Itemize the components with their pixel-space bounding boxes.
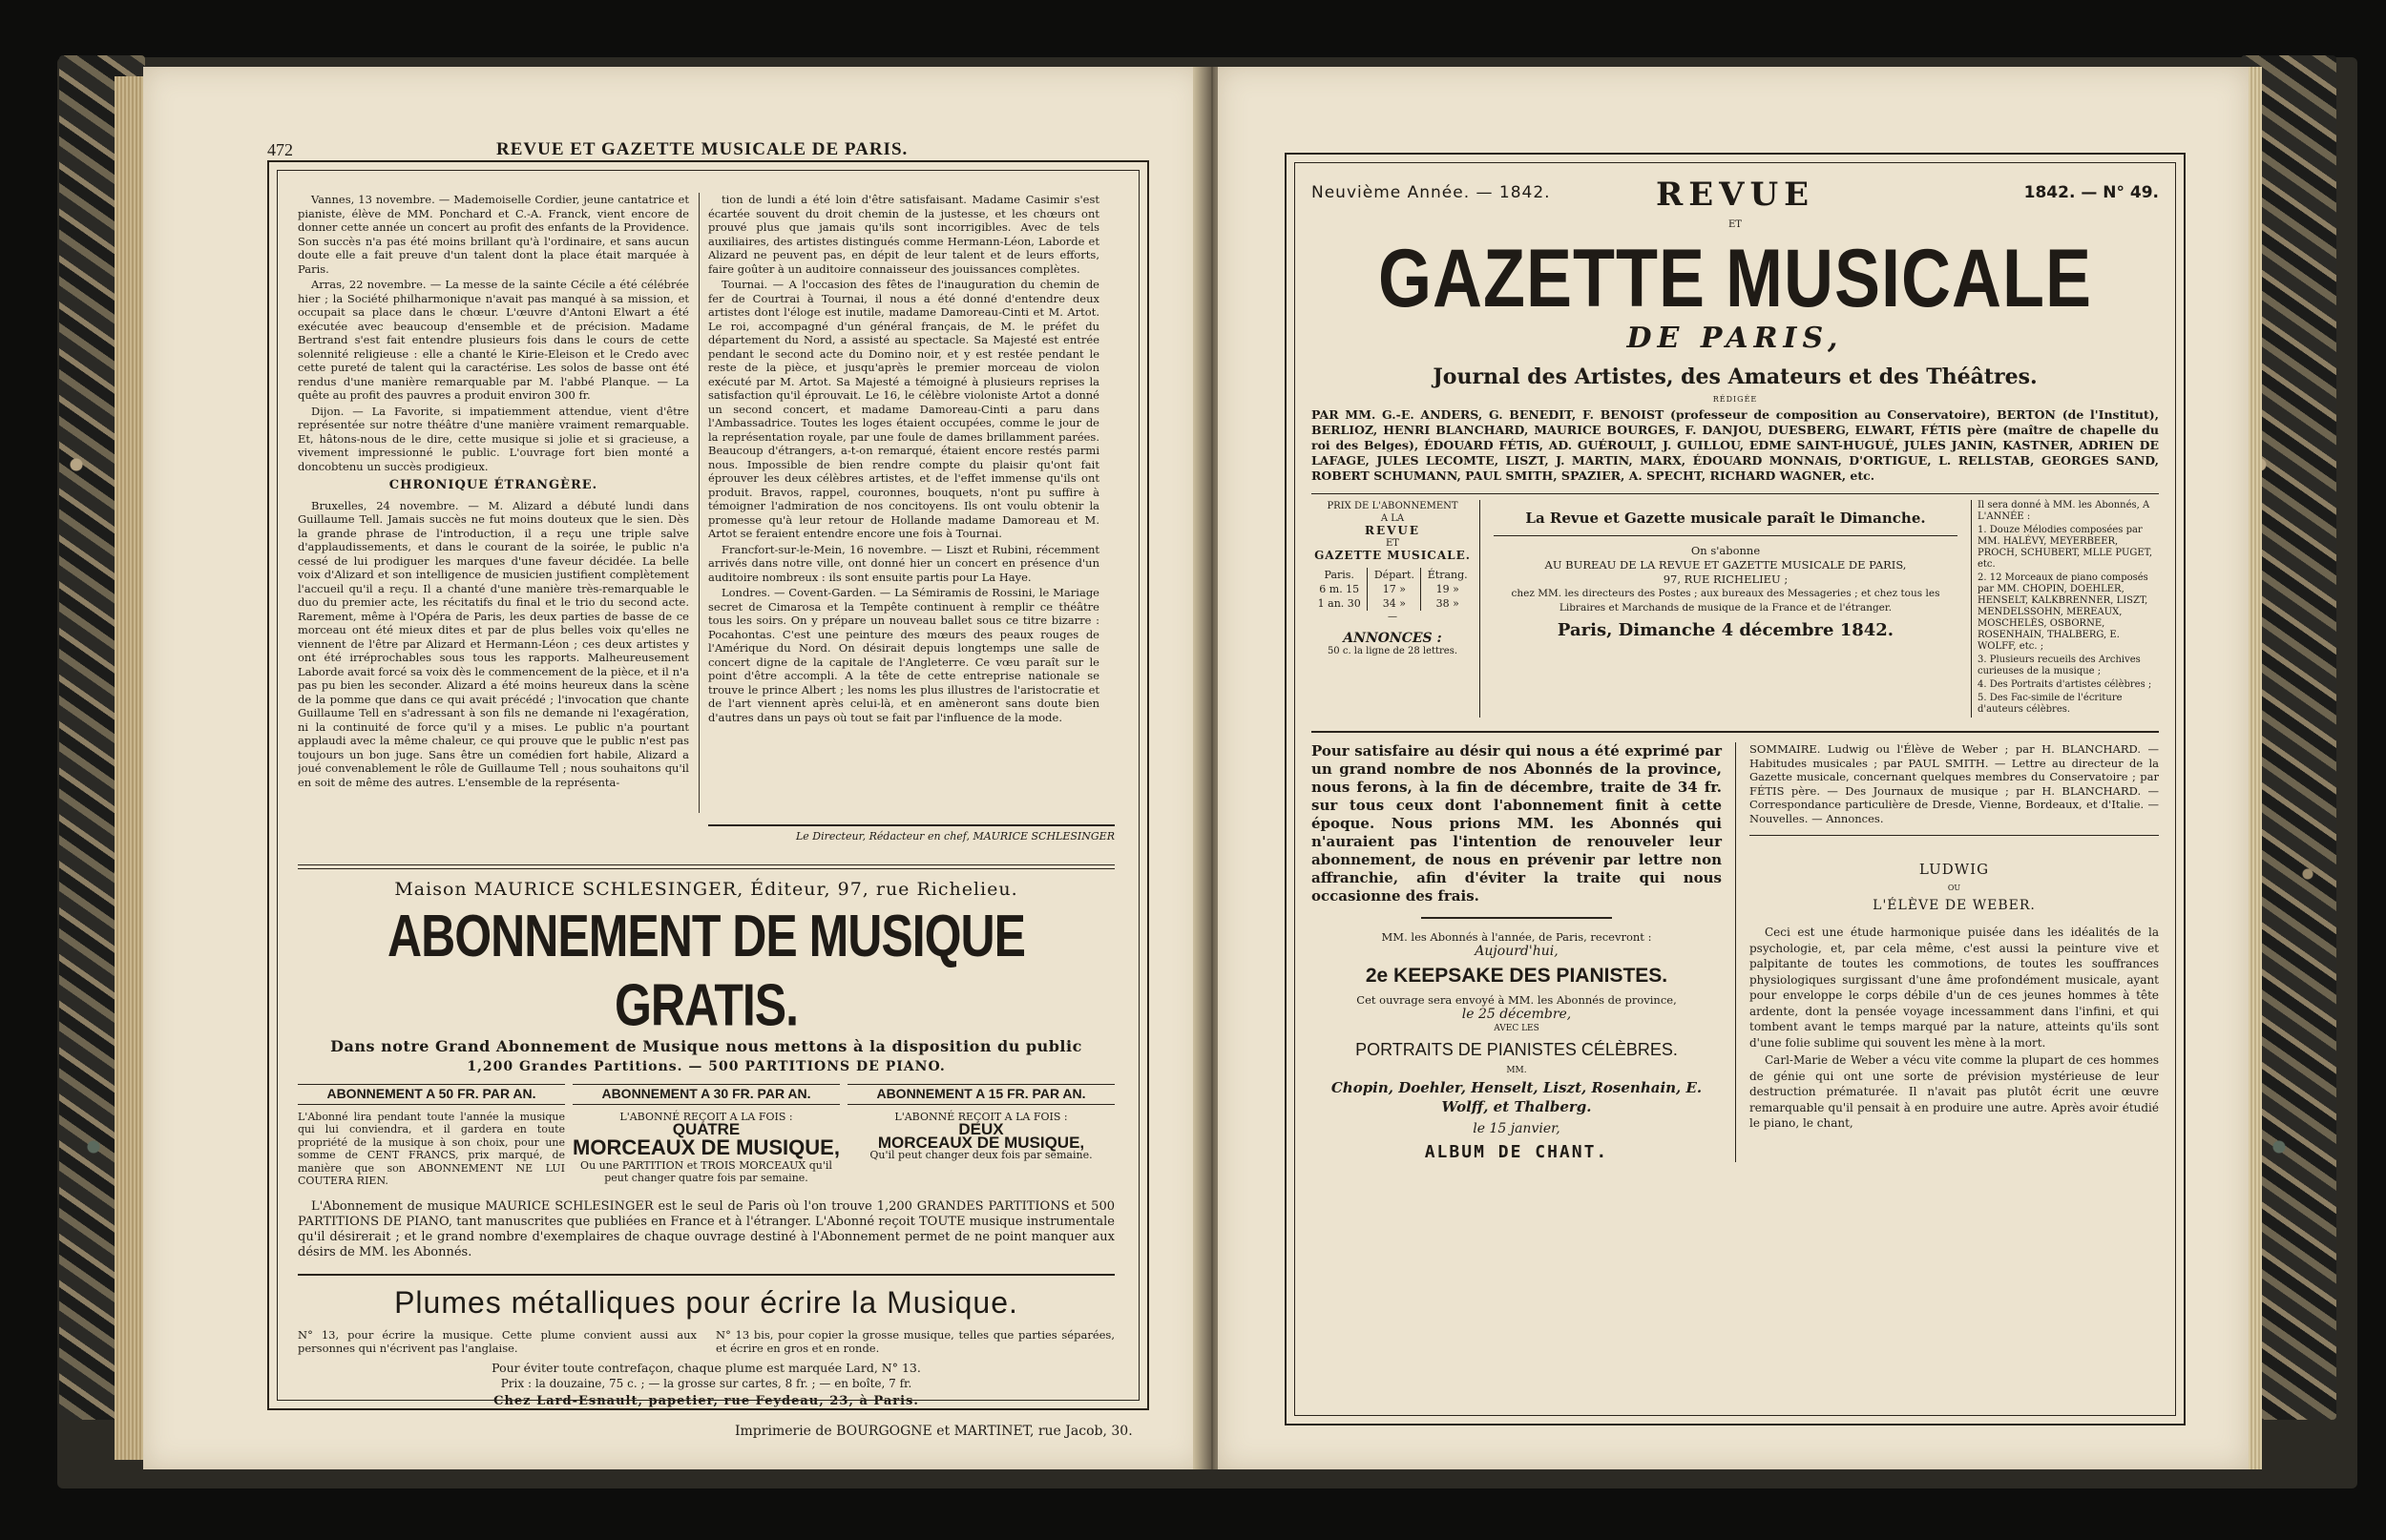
news-item: Londres. — Covent-Garden. — La Sémiramis de Rossini, le Mariage secret de Cimarosa et la Tempête continuent à remplir ce théâtre tous les soirs. On y prépare un nouveau ballet sous ce titre bizarre : Pocahontas. C'est une peinture des mœurs des peaux rouges de l'Amérique du Nord. On désirait depuis longtemps une salle de concert digne de la capitale de l'Angleterre. Ce vœu paraît sur le point d'être accompli. A la tête de cette entreprise nationale se trouve le prince Albert ; les noms les plus illustres de l'aristocratie et de l'art viennent après celui-là, et en amèneront sans doute bien d'autres dans un pays où tout se fait par l'influence de la mode. bbox=[708, 586, 1099, 724]
plumes-headline: Plumes métalliques pour écrire la Musique. bbox=[298, 1274, 1115, 1321]
masthead-content bbox=[1311, 176, 2159, 1162]
running-title: REVUE ET GAZETTE MUSICALE DE PARIS. bbox=[496, 139, 909, 159]
running-header bbox=[267, 126, 1164, 160]
issue-date: Paris, Dimanche 4 décembre 1842. bbox=[1557, 620, 1894, 640]
price-dash: — bbox=[1388, 612, 1397, 622]
premium-item: 4. Des Portraits d'artistes célèbres ; bbox=[1978, 679, 2152, 690]
offer-50 bbox=[298, 1084, 565, 1188]
abonnes-line: MM. les Abonnés à l'année, de Paris, recevront : bbox=[1381, 930, 1652, 944]
article-ou: OU bbox=[1947, 884, 1961, 892]
offer-30 bbox=[573, 1084, 840, 1188]
publication-box bbox=[1480, 500, 1971, 718]
premium-item: 1. Douze Mélodies composées par MM. HALÉVY, MEYERBEER, PROCH, SCHUBERT, MLLE PUGET, etc. bbox=[1978, 525, 2153, 570]
envoye-line: Cet ouvrage sera envoyé à MM. les Abonnés de province, bbox=[1356, 993, 1677, 1007]
table-header: Étrang. bbox=[1421, 568, 1474, 582]
article-paragraph: Ceci est une étude harmonique puisée dans les idéalités de la psychologie, et, par cela même, c'est aussi la peinture vive et palpitante de toutes les commotions, de toutes les souffrances physiologiques surgissant d'une âme profondément musicale, ayant pour enveloppe le corps débile d'un de ces jeunes hommes à tête ardente, dont la pensée voyage incessamment dans l'infini, et qui tombent avant le temps marqué par la nature, atteints qu'ils sont d'une folie sublime qui souvent les mène à la mort. bbox=[1749, 926, 2159, 1050]
offer-body: Qu'il peut changer deux fois par semaine. bbox=[869, 1149, 1093, 1161]
news-item: Francfort-sur-le-Mein, 16 novembre. — Liszt et Rubini, récemment arrivés dans notre ville, ont donné hier un concert en présence d'un auditoire nombreux : ils sont ensuite partis pour La Haye. bbox=[708, 542, 1099, 584]
annonces-price: 50 c. la ligne de 28 lettres. bbox=[1327, 646, 1458, 656]
right-page bbox=[1218, 67, 2249, 1469]
offer-qty: QUATRE bbox=[672, 1120, 741, 1138]
table-header: Paris. bbox=[1324, 569, 1354, 581]
left-page bbox=[143, 67, 1203, 1469]
premium-box bbox=[1971, 500, 2159, 718]
news-item: Arras, 22 novembre. — La messe de la sainte Cécile a été célébrée hier ; la Société philharmonique n'avait pas manqué à sa mission, et occupait sa place dans le chœur. L'œuvre d'Antoni Elwart a été exécutée avec beaucoup d'ensemble et de précision. Madame Bertrand s'est fait entendre plusieurs fois dans le cours de cette solennité religieuse : elle a chanté le Kirie-Eleison et le Credo avec cette pureté de talent qui la caractérise. Les solos de basse ont été rendus d'une manière remarquable par M. l'abbé Planque. — La quête au profit des pauvres a produit environ 300 fr. bbox=[298, 278, 689, 402]
price-revue: REVUE bbox=[1364, 524, 1421, 537]
column-a bbox=[298, 193, 689, 861]
mm-label: MM. bbox=[1506, 1066, 1527, 1075]
left-page-frame bbox=[267, 160, 1149, 1410]
table-header-row bbox=[1311, 568, 1474, 582]
masthead-top bbox=[1311, 176, 2159, 218]
offer-big: MORCEAUX DE MUSIQUE, bbox=[877, 1133, 1085, 1152]
premium-item: 5. Des Fac-simile de l'écriture d'auteurs célèbres. bbox=[1978, 693, 2123, 715]
premium-item: 2. 12 Morceaux de piano composés par MM. CHOPIN, DOEHLER, HENSELT, KALKBRENNER, LISZT, MENDELSSOHN, MEREAUX, MOSCHELÈS, OSBORNE, ROSENHAIN, THALBERG, E. WOLFF, etc. ; bbox=[1978, 572, 2148, 652]
divider bbox=[1421, 917, 1612, 919]
masthead-revue: REVUE bbox=[1655, 176, 1815, 214]
article-title: LUDWIG bbox=[1918, 861, 1990, 878]
advert-headline: ABONNEMENT DE MUSIQUE GRATIS. bbox=[387, 902, 1025, 1039]
chez-directeurs: chez MM. les directeurs des Postes ; aux bureaux des Messageries ; et chez tous les Libraires et Marchands de musique de la France et de l'étranger. bbox=[1511, 588, 1940, 614]
news-item: tion de lundi a été loin d'être satisfaisant. Madame Casimir s'est écartée souvent du droit chemin de la justesse, et les chœurs ont prouvé plus que jamais qu'ils sont incorrigibles. Avec de tels auxiliaires, des artistes distingués comme Hermann-Léon, Laborde et Alizard ne peuvent pas, en dépit de leur talent et de leurs efforts, faire goûter à un auditoire connaisseur des jouissances complètes. bbox=[708, 193, 1099, 276]
masthead-et: ET bbox=[1728, 219, 1742, 230]
masthead-redigee: RÉDIGÉE bbox=[1712, 395, 1758, 404]
news-item: Dijon. — La Favorite, si impatiemment attendue, vient d'être représentée sur notre théâtre d'une manière vraiment remarquable. Et, hâtons-nous de le dire, cette musique si jolie et si gracieuse, a vivement impressionné le public. L'ouvrage fort bien monté a doncobtenu un succès prodigieux. bbox=[298, 404, 689, 473]
table-row bbox=[1311, 596, 1474, 611]
le-15: le 15 janvier, bbox=[1473, 1121, 1560, 1136]
table-cell: 6 m. 15 bbox=[1319, 583, 1360, 595]
news-columns bbox=[298, 193, 1115, 899]
price-box bbox=[1311, 500, 1480, 718]
table-cell: 17 » bbox=[1368, 582, 1421, 596]
price-label: PRIX DE L'ABONNEMENT bbox=[1327, 501, 1458, 511]
plume-chez: Chez Lard-Esnault, papetier, rue Feydeau, 23, à Paris. bbox=[493, 1393, 919, 1408]
offer-small: L'ABONNÉ REÇOIT A LA FOIS : bbox=[619, 1110, 793, 1123]
table-cell: 34 » bbox=[1368, 596, 1421, 611]
offer-small: L'ABONNÉ REÇOIT A LA FOIS : bbox=[894, 1110, 1068, 1123]
premium-item: 3. Plusieurs recueils des Archives curieuses de la musique ; bbox=[1978, 655, 2141, 676]
parait-dimanche: La Revue et Gazette musicale paraît le Dimanche. bbox=[1494, 510, 1957, 536]
offer-big: MORCEAUX DE MUSIQUE, bbox=[573, 1134, 840, 1159]
offer-body: Ou une PARTITION et TROIS MORCEAUX qu'il peut changer quatre fois par semaine. bbox=[580, 1158, 832, 1184]
adresse: 97, RUE RICHELIEU ; bbox=[1663, 572, 1789, 586]
album-title: ALBUM DE CHANT. bbox=[1424, 1142, 1609, 1162]
advert-partitions: 1,200 Grandes Partitions. — 500 PARTITIONS DE PIANO. bbox=[467, 1059, 946, 1074]
advert-paragraph: L'Abonnement de musique MAURICE SCHLESINGER est le seul de Paris où l'on trouve 1,200 GRANDES PARTITIONS et 500 PARTITIONS DE PIANO, tant manuscrites que publiées en France et à l'étranger. L'Abonné reçoit TOUTE musique instrumentale qu'il désirerait ; et le grand nombre d'exemplaires de chaque ouvrage destiné à l'Abonnement permet de ne point manquer aux désirs de MM. les Abonnés. bbox=[298, 1198, 1115, 1259]
page-number: 472 bbox=[267, 140, 293, 159]
schlesinger-advert bbox=[298, 864, 1115, 1408]
sommaire: SOMMAIRE. Ludwig ou l'Élève de Weber ; par H. BLANCHARD. — Habitudes musicales ; par PAUL SMITH. — Lettre au directeur de la Gazette musicale, concernant quelques membres du Conservatoire ; par FÉTIS père. — Des Journaux de musique ; par H. BLANCHARD. — Correspondance particulière de Dresde, Vienne, Bordeaux, et d'Italie. — Nouvelles. — Annonces. bbox=[1749, 742, 2159, 836]
news-item: Tournai. — A l'occasion des fêtes de l'inauguration du chemin de fer de Courtrai à Tournai, il nous a été donné d'entendre deux artistes dont l'éloge est inutile, madame Damoreau-Cinti et M. Artot. Le roi, accompagné d'un général français, de M. le préfet du département du Nord, a assisté au spectacle. Sa Majesté est entrée pendant le second acte du Domino noir, et y est restée pendant le reste de la pièce, et jusqu'après le premier morceau de violon exécuté par M. Artot. Sa Majesté a témoigné à plusieurs reprises la satisfaction qu'il éprouvait. Le 16, le célèbre violoniste Artot a donné un second concert, et madame Damoreau-Cinti a paru dans l'Ambassadrice. Toutes les loges étaient occupées, comme le jour de la représentation royale, par une foule de dames brillamment parées. Beaucoup d'étrangers, a-t-on remarqué, étaient encore restés parmi nous. Impossible de bien rendre compte du plaisir qu'ont fait éprouver les deux célèbres artistes, et de l'effet immense qu'ils ont produit. Bravos, rappel, couronnes, bouquets, n'ont pu suffire à témoigner l'admiration de nos concitoyens. Ils ont voulu obtenir la promesse qu'à leur retour de Hollande madame Damoreau et M. Artot se feraient entendre encore une fois à Tournai. bbox=[708, 278, 1099, 540]
article-column bbox=[1736, 742, 2159, 1162]
price-table bbox=[1311, 568, 1474, 611]
news-item: Vannes, 13 novembre. — Mademoiselle Cordier, jeune cantatrice et pianiste, élève de MM. Ponchard et C.-A. Franck, vient encore de donner cette année un concert au profit des enfants de la Providence. Son succès n'a pas été moins brillant qu'à l'ordinaire, et sans aucun doute elle a fait preuve d'un talent dont la place était marquée à Paris. bbox=[298, 193, 689, 276]
column-divider bbox=[699, 193, 700, 813]
premium-item: Il sera donné à MM. les Abonnés, A L'ANNÉE : bbox=[1978, 500, 2150, 522]
imprint: Imprimerie de BOURGOGNE et MARTINET, rue Jacob, 30. bbox=[735, 1424, 1133, 1439]
subscriber-notice: Pour satisfaire au désir qui nous a été exprimé par un grand nombre de nos Abonnés de la province, nous ferons, à la fin de décembre, traite de 34 fr. sur tous ceux dont l'abonnement finit à cette époque. Nous prions MM. les Abonnés qui n'auraient pas l'intention de renouveler leur abonnement, de nous en prévenir par lettre non affranchie, afin d'éviter la traite qui nous occasionne des frais. bbox=[1311, 742, 1722, 905]
offer-body: L'Abonné lira pendant toute l'année la musique qui lui conviendra, et il gardera en toute propriété de la musique à son choix, pour une somme de CENT FRANCS, prix marqué, de manière que son ABONNEMENT NE LUI COUTERA RIEN. bbox=[298, 1110, 565, 1187]
plume-numbers bbox=[298, 1328, 1115, 1355]
subscription-info bbox=[1311, 493, 2159, 718]
table-cell: 19 » bbox=[1421, 582, 1474, 596]
chronique-heading: CHRONIQUE ÉTRANGÈRE. bbox=[388, 478, 598, 492]
plume-eviter: Pour éviter toute contrefaçon, chaque plume est marquée Lard, N° 13. bbox=[492, 1360, 921, 1375]
masthead-numero: 1842. — N° 49. bbox=[2023, 183, 2159, 202]
offer-15 bbox=[848, 1084, 1115, 1188]
aujourdhui: Aujourd'hui, bbox=[1475, 944, 1559, 959]
offer-qty: DEUX bbox=[958, 1120, 1004, 1138]
table-row bbox=[1311, 582, 1474, 596]
table-cell: 1 an. 30 bbox=[1317, 597, 1361, 610]
news-item: Bruxelles, 24 novembre. — M. Alizard a débuté lundi dans Guillaume Tell. Jamais succès ne fut moins douteux que le sien. Dès la grande phrase de l'introduction, il a reçu une triple salve d'applaudissements, et dans le courant de la soirée, le public n'a cessé de lui prodiguer les marques d'une faveur décidée. La belle voix d'Alizard et son intelligence de musicien justifient complètement l'accueil qu'il a reçu. Il a chanté d'une manière très-remarquable le duo du premier acte, les récitatifs du final et le trio du second acte. Rarement, même à l'Opéra de Paris, les deux parties de basse de ce morceau ont été mieux dites et par de plus belles voix qu'elles ne viennent de l'être par Alizard et Hermann-Léon ; ces deux artistes y ont été irréprochables sous tous les rapports. Malheureusement Laborde avait forcé sa voix dès le commencement de la pièce, et il n'a pas pu bien les seconder. Alizard a été moins heureux dans la scène de la pomme que dans ce qui avait précédé ; l'invocation que chante Guillaume Tell en s'adressant à son fils ne demande ni l'exagération, ni la continuité de force qu'il y a mises. Le public n'a pourtant applaudi avec la même chaleur, ce qui prouve que le public n'est pas toujours un bon juge. Sans être un comédien fort habile, Alizard a joué convenablement le rôle de Guillaume Tell ; nous souhaitons qu'il en soit de même des autres. L'ensemble de la représenta- bbox=[298, 498, 689, 789]
lower-section bbox=[1311, 731, 2159, 1162]
article-paragraph: Carl-Marie de Weber a vécu vite comme la plupart de ces hommes de génie qui ont une sorte de prévision mystérieuse de leur destruction prématurée. Il n'avait pas plutôt écrit une œuvre remarquable qu'il pensait à en produire une autre. Après avoir étudié le piano, le chant, bbox=[1749, 1053, 2159, 1130]
contributors-list: PAR MM. G.-E. ANDERS, G. BENEDIT, F. BENOIST (professeur de composition au Conservatoire), BERTON (de l'Institut), BERLIOZ, HENRI BLANCHARD, MAURICE BOURGES, F. DANJOU, DUESBERG, ELWART, FÉTIS père (maître de chapelle du roi des Belges), ÉDOUARD FÉTIS, AD. GUÉROULT, J. GUILLOU, EDME SAINT-HUGUÉ, JULES JANIN, KASTNER, ADRIEN DE LAFAGE, JULES LECOMTE, LISZT, J. MARTIN, MARX, ÉDOUARD MONNAIS, D'ORTIGUE, L. RELLSTAB, GEORGES SAND, ROBERT SCHUMANN, PAUL SMITH, SPAZIER, A. SPECHT, RICHARD WAGNER, etc. bbox=[1311, 407, 2159, 483]
table-cell: 38 » bbox=[1421, 596, 1474, 611]
editor-signature: Le Directeur, Rédacteur en chef, MAURICE SCHLESINGER bbox=[708, 824, 1115, 843]
masthead-de-paris: DE PARIS, bbox=[1626, 322, 1844, 355]
notice-column bbox=[1311, 742, 1736, 1162]
price-a-la: A LA bbox=[1380, 513, 1405, 524]
offer-head: ABONNEMENT A 15 FR. PAR AN. bbox=[848, 1084, 1115, 1105]
plume-13: N° 13, pour écrire la musique. Cette plume convient aussi aux personnes qui n'écrivent pas l'anglaise. bbox=[298, 1327, 697, 1355]
article-body bbox=[1749, 925, 2159, 1132]
price-gazette: GAZETTE MUSICALE. bbox=[1314, 549, 1471, 562]
price-et: ET bbox=[1386, 538, 1399, 549]
pianistes-list: Chopin, Doehler, Henselt, Liszt, Rosenhain, E. Wolff, et Thalberg. bbox=[1330, 1079, 1703, 1115]
advert-maison: Maison MAURICE SCHLESINGER, Éditeur, 97, rue Richelieu. bbox=[394, 879, 1018, 900]
column-b bbox=[708, 193, 1099, 822]
bureau: AU BUREAU DE LA REVUE ET GAZETTE MUSICALE DE PARIS, bbox=[1544, 558, 1907, 572]
on-sabonne: On s'abonne bbox=[1690, 544, 1761, 557]
le-25: le 25 décembre, bbox=[1461, 1007, 1572, 1022]
right-page-frame bbox=[1285, 153, 2186, 1426]
masthead-journal: Journal des Artistes, des Amateurs et des Théâtres. bbox=[1433, 364, 2038, 389]
offer-head: ABONNEMENT A 30 FR. PAR AN. bbox=[573, 1084, 840, 1105]
advert-dans: Dans notre Grand Abonnement de Musique nous mettons à la disposition du public bbox=[330, 1037, 1082, 1055]
masthead-gazette: GAZETTE MUSICALE bbox=[1378, 233, 2092, 324]
plume-prix: Prix : la douzaine, 75 c. ; — la grosse sur cartes, 8 fr. ; — en boîte, 7 fr. bbox=[500, 1376, 912, 1390]
advert-offers bbox=[298, 1084, 1115, 1188]
portraits-title: PORTRAITS DE PIANISTES CÉLÈBRES. bbox=[1355, 1040, 1678, 1059]
article-subtitle: L'ÉLÈVE DE WEBER. bbox=[1873, 898, 2036, 913]
offer-head: ABONNEMENT A 50 FR. PAR AN. bbox=[298, 1084, 565, 1105]
avec-les: AVEC LES bbox=[1494, 1024, 1539, 1033]
keepsake-title: 2e KEEPSAKE DES PIANISTES. bbox=[1365, 965, 1668, 987]
table-header: Départ. bbox=[1368, 568, 1421, 582]
annonces-label: ANNONCES : bbox=[1343, 631, 1442, 646]
divider bbox=[298, 864, 1115, 869]
masthead-annee: Neuvième Année. — 1842. bbox=[1311, 183, 1551, 202]
plume-13-bis: N° 13 bis, pour copier la grosse musique, telles que parties séparées, et écrire en gros et en ronde. bbox=[716, 1327, 1115, 1355]
